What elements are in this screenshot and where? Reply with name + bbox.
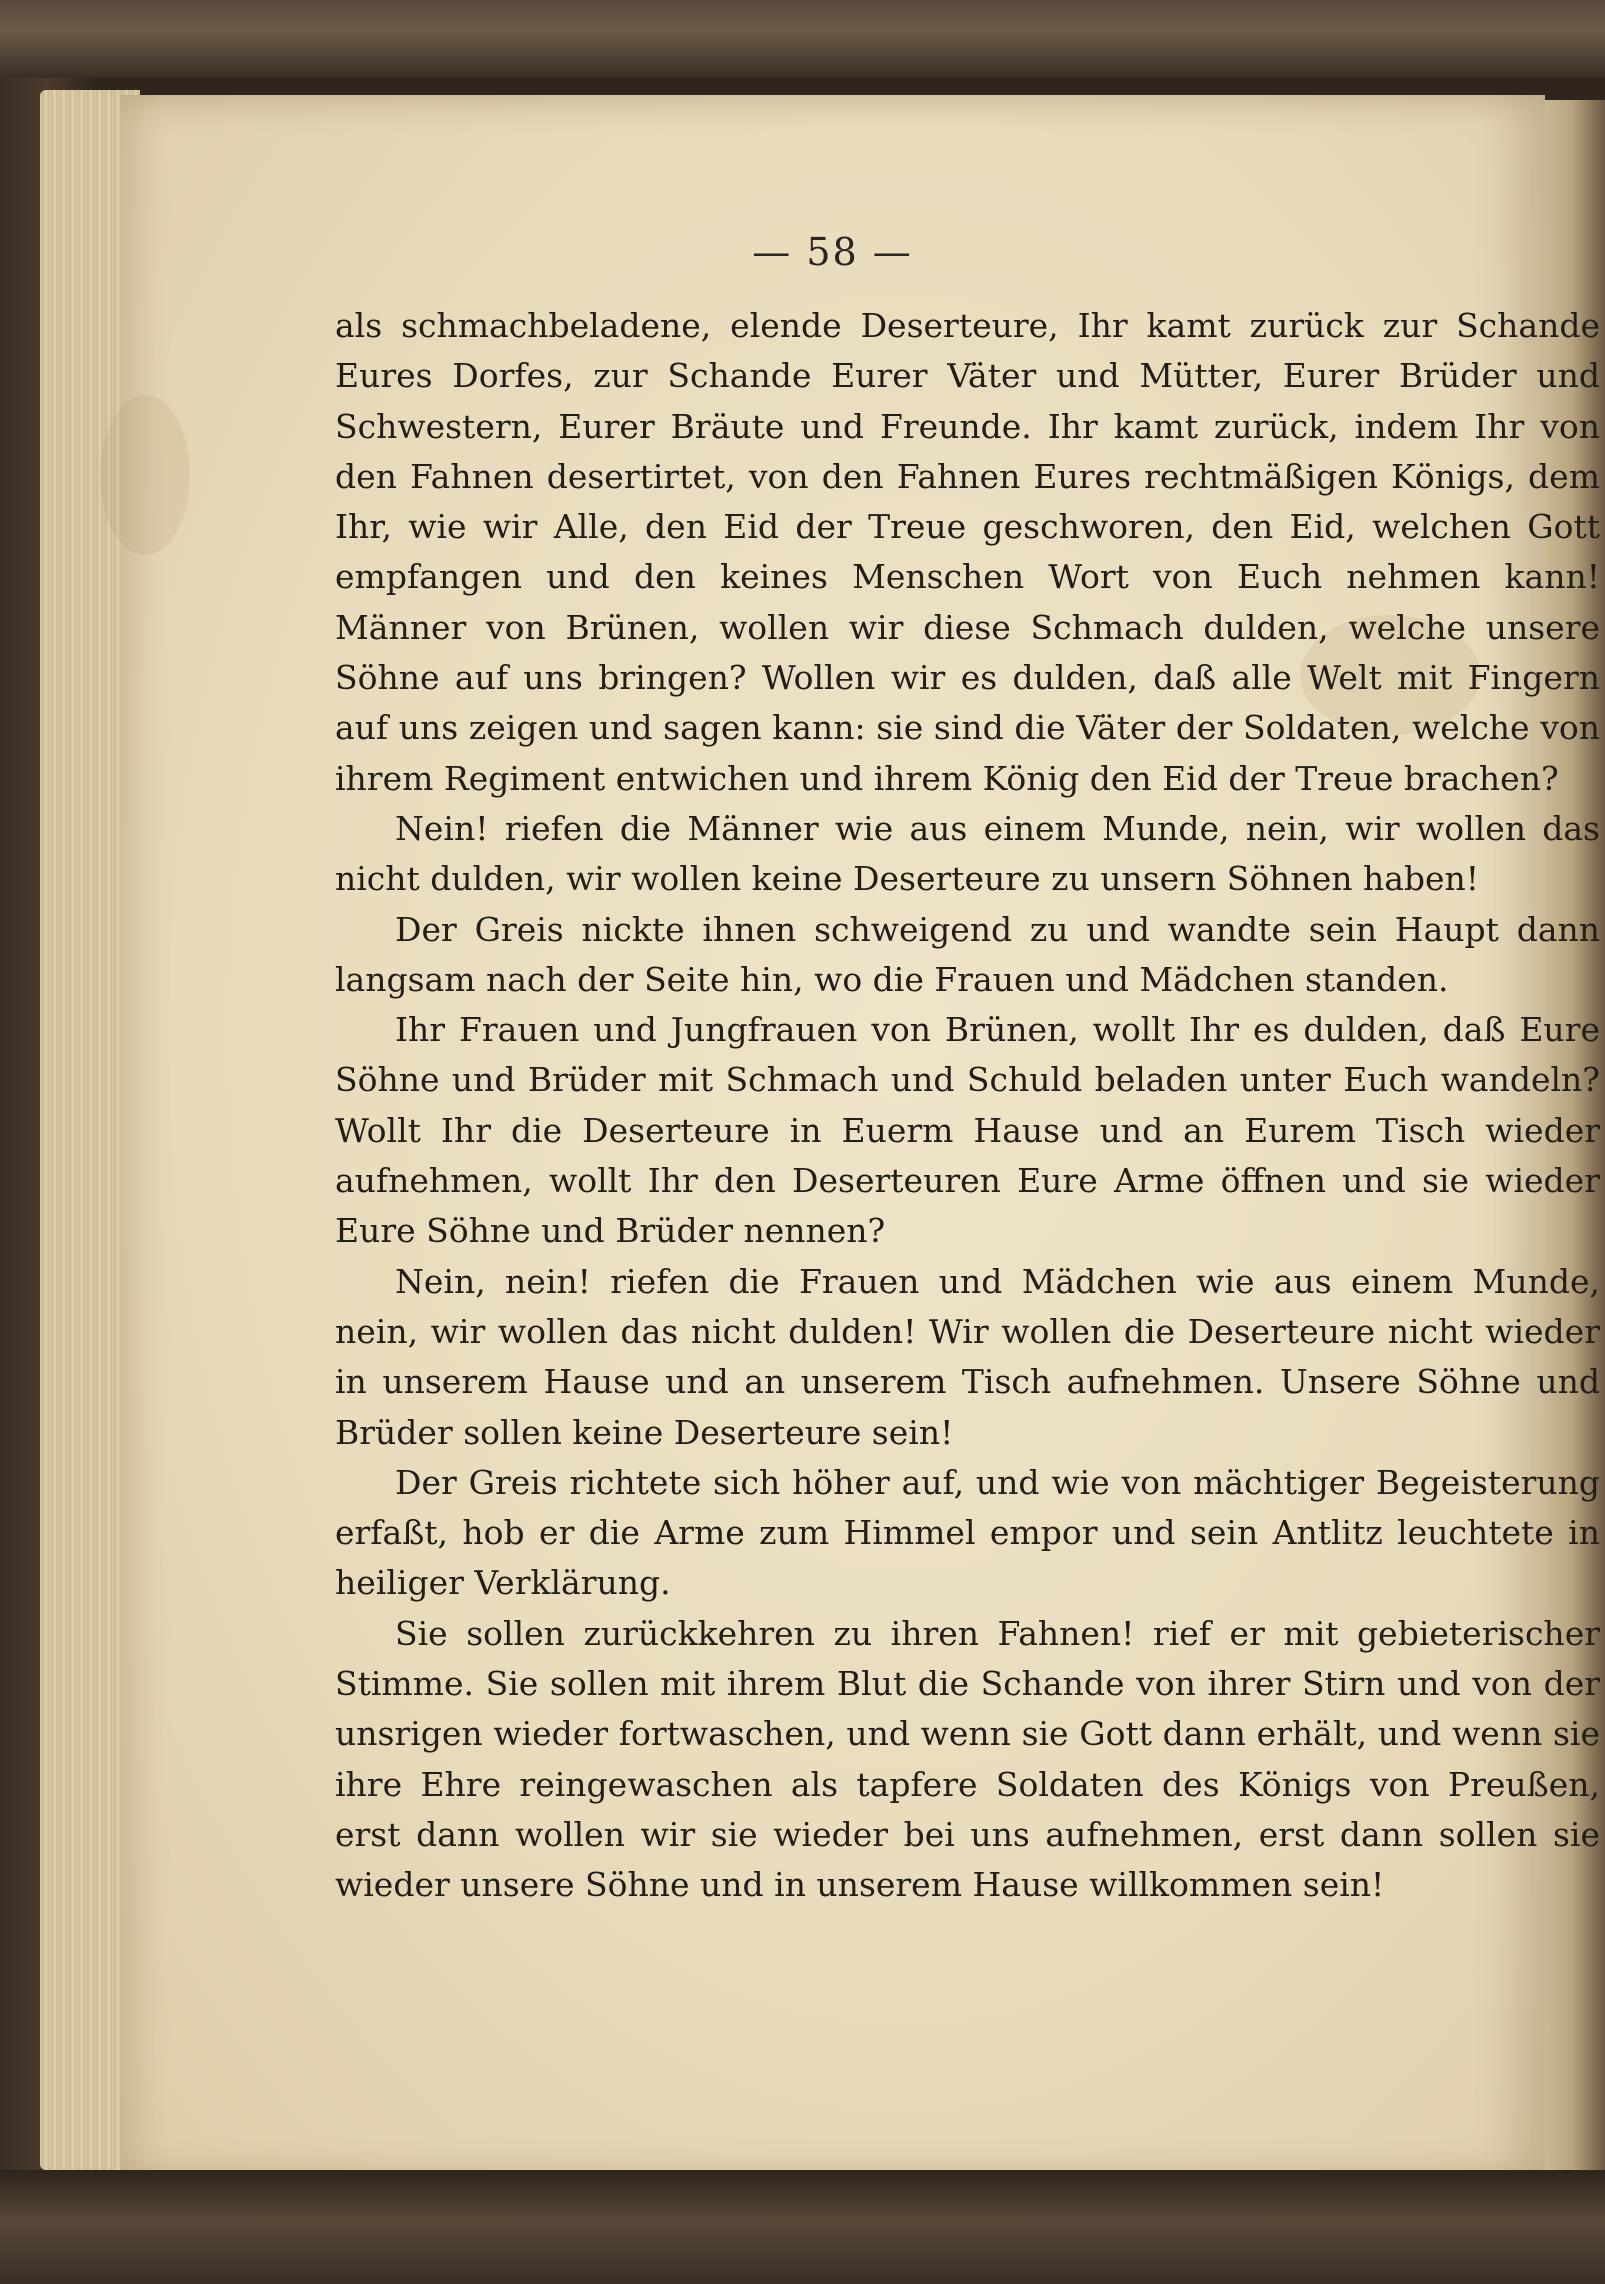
paragraph: Nein! riefen die Männer wie aus einem Munde, nein, wir wollen das nicht dulden, wir wollen keine Deserteure zu unsern Söhnen haben! xyxy=(335,808,1600,899)
paragraph: Ihr Frauen und Jungfrauen von Brünen, wollt Ihr es dulden, daß Eure Söhne und Brüder mit Schmach und Schuld beladen unter Euch wandeln? Wollt Ihr die Deserteure in Euerm Hause und an Eurem Tisch wieder aufnehmen, wollt Ihr den Deserteuren Eure Arme öffnen und sie wieder Eure Söhne und Brüder nennen? xyxy=(335,1010,1600,1251)
page-number: — 58 — xyxy=(752,230,913,274)
book-page xyxy=(120,95,1600,2180)
paragraph: als schmachbeladene, elende Deserteure, Ihr kamt zurück zur Schande Eures Dorfes, zur Schande Eurer Väter und Mütter, Eurer Brüder und Schwestern, Eurer Bräute und Freunde. Ihr kamt zurück, indem Ihr von den Fahnen desertirtet, von den Fahnen Eures rechtmäßigen Königs, dem Ihr, wie wir Alle, den Eid der Treue geschworen, den Eid, welchen Gott empfangen und den keines Menschen Wort von Euch nehmen kann! Männer von Brünen, wollen wir diese Schmach dulden, welche unsere Söhne auf uns bringen? Wollen wir es dulden, daß alle Welt mit Fingern auf uns zeigen und sagen kann: sie sind die Väter der Soldaten, welche von ihrem Regiment entwichen und ihrem König den Eid der Treue brachen? xyxy=(335,306,1600,798)
paragraph: Der Greis nickte ihnen schweigend zu und wandte sein Haupt dann langsam nach der Seite hin, wo die Frauen und Mädchen standen. xyxy=(335,909,1600,999)
paragraph: Nein, nein! riefen die Frauen und Mädchen wie aus einem Munde, nein, wir wollen das nicht dulden! Wir wollen die Deserteure nicht wieder in unserem Hause und an unserem Tisch aufnehmen. Unsere Söhne und Brüder sollen keine Deserteure sein! xyxy=(335,1261,1600,1452)
paragraph: Sie sollen zurückkehren zu ihren Fahnen! rief er mit gebieterischer Stimme. Sie sollen mit ihrem Blut die Schande von ihrer Stirn und von der unsrigen wieder fortwaschen, und wenn sie Gott dann erhält, und wenn sie ihre Ehre reingewaschen als tapfere Soldaten des Königs von Preußen, erst dann wollen wir sie wieder bei uns aufnehmen, erst dann sollen sie wieder unsere Söhne und in unserem Hause willkommen sein! xyxy=(335,1613,1600,1905)
book-cover-top-edge xyxy=(0,0,1605,78)
paragraph: Der Greis richtete sich höher auf, und wie von mächtiger Begeisterung erfaßt, hob er die Arme zum Himmel empor und sein Antlitz leuchtete in heiliger Verklärung. xyxy=(335,1462,1600,1603)
body-text xyxy=(335,301,1600,1911)
book-cover-bottom-edge xyxy=(0,2170,1605,2284)
